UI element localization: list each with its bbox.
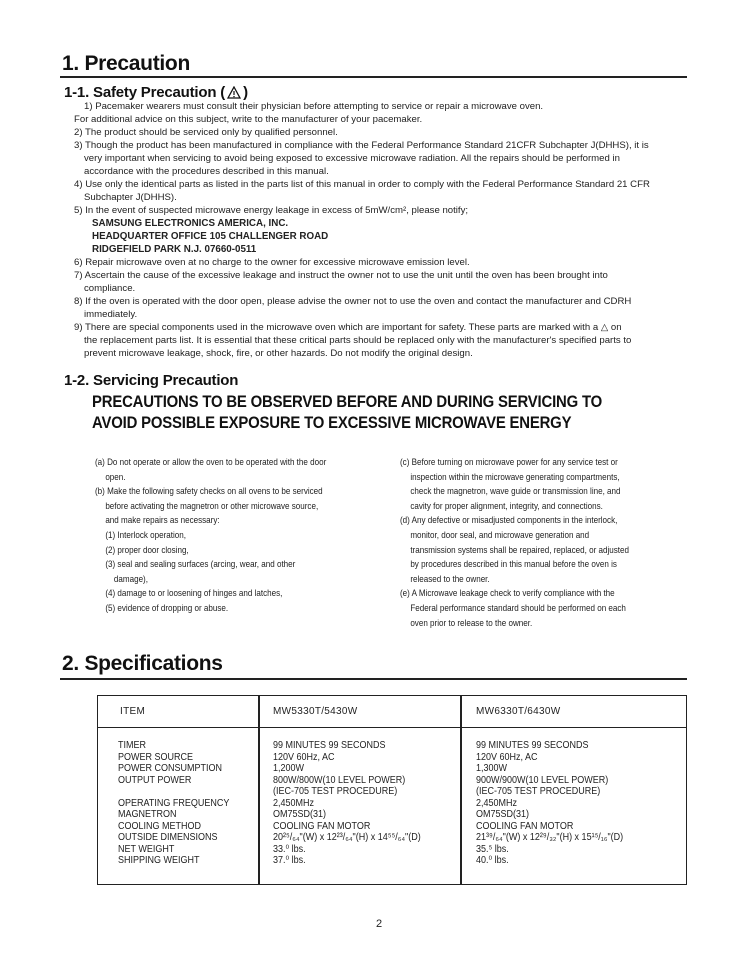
safety-line: prevent microwave leakage, shock, fire, or other hazards. Do not modify the original design. <box>84 348 473 359</box>
safety-precaution-list <box>74 100 674 360</box>
servicing-check-line: (a) Do not operate or allow the oven to be operated with the door <box>95 456 327 467</box>
servicing-check-line: and make repairs as necessary: <box>105 514 220 526</box>
spec-value: 120V 60Hz, AC <box>476 751 538 763</box>
warning-line-1: PRECAUTIONS TO BE OBSERVED BEFORE AND DURING SERVICING TO <box>92 393 602 411</box>
spec-item-label: NET WEIGHT <box>118 843 175 855</box>
spec-value: 21³⁹/₆₄"(W) x 12²⁹/₃₂"(H) x 15¹⁵/₁₆"(D) <box>476 832 624 843</box>
servicing-check-line: (c) Before turning on microwave power for any service test or <box>400 456 618 467</box>
spec-value: OM75SD(31) <box>273 809 327 820</box>
servicing-check-line: (1) Interlock operation, <box>105 528 186 540</box>
spec-item-label: POWER CONSUMPTION <box>118 763 223 774</box>
safety-line: 8) If the oven is operated with the door open, please advise the owner not to use the oven and contact the manufacturer and CDRH <box>74 296 632 307</box>
safety-line: very important when servicing to avoid being exposed to excessive microwave radiation. All the repairs should be performed in <box>84 153 620 164</box>
safety-line: 7) Ascertain the cause of the excessive leakage and instruct the owner not to use the unit until the oven has been brought into <box>74 270 608 281</box>
servicing-check-line: released to the owner. <box>410 572 490 584</box>
servicing-check-line: open. <box>105 470 126 482</box>
spec-value: COOLING FAN MOTOR <box>273 820 371 832</box>
safety-line: For additional advice on this subject, write to the manufacturer of your pacemaker. <box>74 114 423 125</box>
spec-item-label: SHIPPING WEIGHT <box>118 855 200 866</box>
safety-line: HEADQUARTER OFFICE 105 CHALLENGER ROAD <box>92 231 329 242</box>
spec-value: (IEC-705 TEST PROCEDURE) <box>273 786 398 797</box>
servicing-check-line: Federal performance standard should be performed on each <box>410 601 626 613</box>
spec-item-label: OPERATING FREQUENCY <box>118 797 230 809</box>
safety-line: 9) There are special components used in the microwave oven which are important for safety. These parts are marked with a △ on <box>74 322 622 333</box>
header-model-1: MW5330T/5430W <box>273 706 358 717</box>
specifications-rule <box>60 678 687 680</box>
spec-item-labels <box>118 740 242 867</box>
spec-value: 900W/900W(10 LEVEL POWER) <box>476 774 609 786</box>
spec-value: 1,200W <box>273 763 305 774</box>
spec-item-label: OUTPUT POWER <box>118 774 192 786</box>
safety-line: accordance with the procedures described in this manual. <box>84 166 329 177</box>
servicing-check-line: by procedures described in this manual before the oven is <box>410 558 617 570</box>
spec-model-1-values <box>273 740 437 867</box>
header-item: ITEM <box>120 706 146 717</box>
safety-precaution-heading <box>64 84 248 101</box>
servicing-warning <box>92 392 644 434</box>
servicing-check-line: transmission systems shall be repaired, replaced, or adjusted <box>410 543 630 555</box>
spec-value: (IEC-705 TEST PROCEDURE) <box>476 786 601 797</box>
spec-item-label <box>118 786 229 798</box>
servicing-check-line: (b) Make the following safety checks on all ovens to be serviced <box>95 485 323 497</box>
precaution-title: 1. Precaution <box>62 52 190 75</box>
header-model-2: MW6330T/6430W <box>476 706 561 717</box>
servicing-checks-right <box>400 455 700 630</box>
title-rule <box>60 76 687 78</box>
spec-value: 35.⁵ lbs. <box>476 843 509 855</box>
spec-item-label: TIMER <box>118 740 146 751</box>
spec-value: 99 MINUTES 99 SECONDS <box>476 740 589 751</box>
specifications-table <box>97 695 687 885</box>
safety-line: 4) Use only the identical parts as listed in the parts list of this manual in order to comply with the Federal Performance Standard 21 CFR <box>74 179 650 190</box>
safety-line: SAMSUNG ELECTRONICS AMERICA, INC. <box>92 218 289 229</box>
spec-value: 1,300W <box>476 763 508 774</box>
spec-value: COOLING FAN MOTOR <box>476 820 574 832</box>
safety-line: 6) Repair microwave oven at no charge to the owner for excessive microwave emission level. <box>74 257 470 268</box>
spec-value: 33.⁰ lbs. <box>273 843 306 855</box>
servicing-check-line: oven prior to release to the owner. <box>410 616 533 628</box>
table-header-row <box>98 696 686 728</box>
spec-value: OM75SD(31) <box>476 809 530 820</box>
safety-line: RIDGEFIELD PARK N.J. 07660-0511 <box>92 244 257 255</box>
spec-value: 120V 60Hz, AC <box>273 751 335 763</box>
safety-precaution-close: ) <box>243 84 248 101</box>
servicing-check-line: cavity for proper alignment, integrity, and connections. <box>410 499 603 511</box>
servicing-check-line: (3) seal and sealing surfaces (arcing, wear, and other <box>105 558 296 570</box>
warning-triangle-icon <box>227 86 241 99</box>
spec-value: 2,450MHz <box>273 797 315 809</box>
spec-value: 40.⁰ lbs. <box>476 855 509 866</box>
safety-line: 5) In the event of suspected microwave energy leakage in excess of 5mW/cm², please notify; <box>74 205 469 216</box>
column-divider <box>258 696 260 884</box>
page-number: 2 <box>376 918 383 930</box>
safety-line: Subchapter J(DHHS). <box>84 192 177 203</box>
safety-line: the replacement parts list. It is essential that these critical parts should be replaced only with the manufacturer's specified parts to <box>84 335 632 346</box>
spec-item-label: COOLING METHOD <box>118 820 202 832</box>
safety-line: 2) The product should be serviced only by qualified personnel. <box>74 127 338 138</box>
servicing-check-line: damage), <box>113 572 148 584</box>
servicing-check-line: monitor, door seal, and microwave generation and <box>410 528 590 540</box>
safety-line: 1) Pacemaker wearers must consult their physician before attempting to service or repair a microwave oven. <box>84 101 544 112</box>
spec-item-label: POWER SOURCE <box>118 751 194 763</box>
servicing-check-line: inspection within the microwave generating compartments, <box>410 470 620 482</box>
spec-value: 37.⁰ lbs. <box>273 855 306 866</box>
servicing-check-line: before activating the magnetron or other microwave source, <box>105 499 319 511</box>
servicing-precaution-heading: 1-2. Servicing Precaution <box>64 372 239 389</box>
spec-item-label: OUTSIDE DIMENSIONS <box>118 832 218 843</box>
servicing-check-line: check the magnetron, wave guide or transmission line, and <box>410 485 621 497</box>
servicing-check-line: (e) A Microwave leakage check to verify compliance with the <box>400 587 615 599</box>
servicing-check-line: (d) Any defective or misadjusted components in the interlock, <box>400 514 618 526</box>
column-divider <box>460 696 462 884</box>
safety-line: 3) Though the product has been manufactured in compliance with the Federal Performance Standard 21CFR Subchapter J(DHHS), it is <box>74 140 649 151</box>
servicing-check-line: (4) damage to or loosening of hinges and latches, <box>105 587 283 599</box>
servicing-check-line: (2) proper door closing, <box>105 543 189 555</box>
servicing-checks-left <box>95 455 395 616</box>
spec-item-label: MAGNETRON <box>118 809 177 820</box>
specifications-title: 2. Specifications <box>62 652 223 675</box>
warning-line-2: AVOID POSSIBLE EXPOSURE TO EXCESSIVE MICROWAVE ENERGY <box>92 414 572 432</box>
safety-line: immediately. <box>84 309 138 320</box>
spec-value: 2,450MHz <box>476 797 518 809</box>
safety-line: compliance. <box>84 283 136 294</box>
spec-value: 99 MINUTES 99 SECONDS <box>273 740 386 751</box>
spec-value: 800W/800W(10 LEVEL POWER) <box>273 774 406 786</box>
spec-model-2-values <box>476 740 640 867</box>
spec-value: 20²⁵/₆₄"(W) x 12²³/₆₄"(H) x 14⁵⁵/₆₄"(D) <box>273 832 421 843</box>
safety-precaution-label: 1-1. Safety Precaution ( <box>64 84 226 101</box>
servicing-check-line: (5) evidence of dropping or abuse. <box>105 601 229 613</box>
